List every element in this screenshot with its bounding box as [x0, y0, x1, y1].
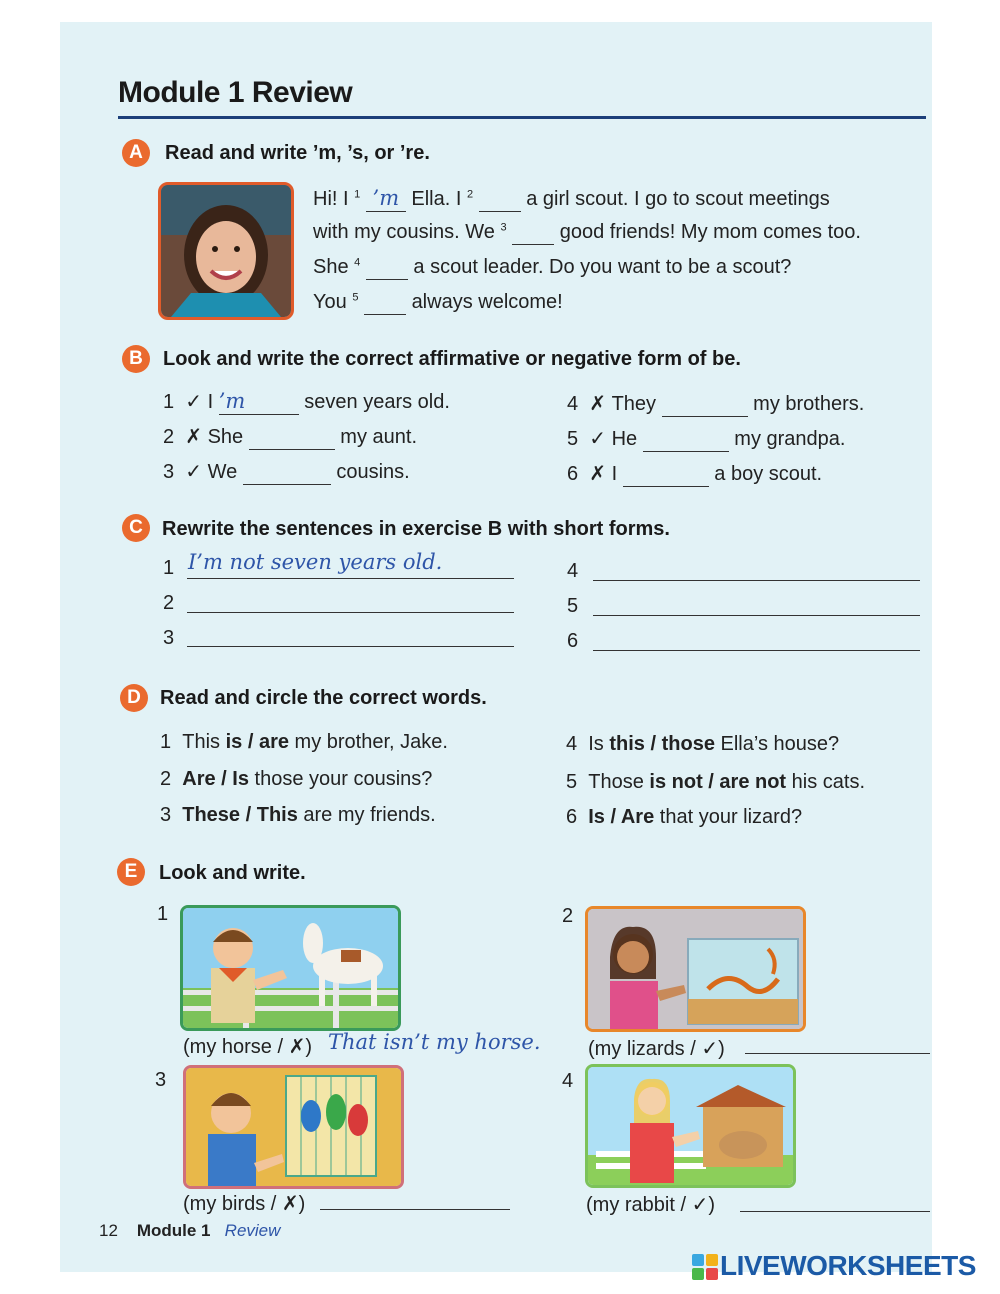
boy-birds-picture	[183, 1065, 404, 1189]
d-item-4: 4 Is this / those Ella’s house?	[566, 733, 840, 755]
ella-photo	[158, 182, 294, 320]
d-item-5: 5 Those is not / are not his cats.	[566, 771, 866, 793]
e-num-4: 4	[562, 1070, 574, 1092]
section-d-badge: D	[120, 684, 148, 712]
b-item-4: 4 ✗ They my brothers.	[567, 393, 865, 415]
liveworksheets-logo-icon	[692, 1254, 718, 1280]
c-line-1[interactable]	[187, 578, 514, 579]
d-options-6[interactable]: Is / Are	[588, 806, 655, 828]
e-cue-2: (my lizards / ✓)	[588, 1038, 725, 1060]
d-options-3[interactable]: These / This	[182, 804, 298, 826]
e-cue-4: (my rabbit / ✓)	[586, 1194, 715, 1216]
c-line-5[interactable]	[593, 615, 920, 616]
section-b-badge: B	[122, 345, 150, 373]
d-item-6: 6 Is / Are that your lizard?	[566, 806, 803, 828]
e-num-1: 1	[157, 903, 169, 925]
section-c-heading: Rewrite the sentences in exercise B with short forms.	[162, 518, 670, 540]
c-line-6[interactable]	[593, 650, 920, 651]
e-num-2: 2	[562, 905, 574, 927]
blank-a5[interactable]	[364, 291, 406, 315]
text-a-line-2: with my cousins. We $^3$ good friends! My mom comes too.	[313, 221, 861, 243]
blank-b3[interactable]	[243, 461, 331, 485]
b-item-1: 1 ✓ I ’m seven years old.	[163, 389, 450, 413]
girl-lizards-picture	[585, 906, 806, 1032]
e-answer-1: That isn’t my horse.	[328, 1030, 541, 1054]
b-item-5: 5 ✓ He my grandpa.	[567, 428, 846, 450]
blank-b5[interactable]	[643, 428, 729, 452]
footer-section: Review	[224, 1221, 281, 1240]
section-c-badge: C	[122, 514, 150, 542]
c-line-4[interactable]	[593, 580, 920, 581]
section-a-badge: A	[122, 139, 150, 167]
b-item-6: 6 ✗ I a boy scout.	[567, 463, 823, 485]
text-a-line-4: You $^5$ always welcome!	[313, 291, 563, 313]
d-item-3: 3 These / This are my friends.	[160, 804, 436, 826]
section-e-heading: Look and write.	[159, 862, 306, 884]
c-line-3[interactable]	[187, 646, 514, 647]
c-line-2[interactable]	[187, 612, 514, 613]
section-d-heading: Read and circle the correct words.	[160, 687, 487, 709]
liveworksheets-watermark[interactable]: LIVEWORKSHEETS	[720, 1250, 976, 1281]
page-footer	[99, 1221, 280, 1241]
d-item-1: 1 This is / are my brother, Jake.	[160, 731, 448, 753]
footer-module: Module 1	[136, 1221, 211, 1240]
girl-rabbit-picture	[585, 1064, 796, 1188]
blank-b1[interactable]: ’m	[219, 389, 299, 415]
e-line-2[interactable]	[745, 1053, 930, 1054]
c-num-2: 2	[163, 592, 175, 614]
d-options-5[interactable]: is not / are not	[649, 771, 787, 793]
d-item-2: 2 Are / Is those your cousins?	[160, 768, 433, 790]
section-b-heading: Look and write the correct affirmative or negative form of be.	[163, 348, 741, 370]
section-e-badge: E	[117, 858, 145, 886]
d-options-4[interactable]: this / those	[609, 733, 715, 755]
d-options-2[interactable]: Are / Is	[182, 768, 249, 790]
d-options-1[interactable]: is / are	[225, 731, 289, 753]
c-num-4: 4	[567, 560, 579, 582]
b-item-3: 3 ✓ We cousins.	[163, 461, 410, 483]
e-line-4[interactable]	[740, 1211, 930, 1212]
b-item-2: 2 ✗ She my aunt.	[163, 426, 417, 448]
c-num-1: 1	[163, 557, 175, 579]
text-a-line-1: Hi! I $^1$ ’m Ella. I $^2$ a girl scout. I go to scout meetings	[313, 186, 830, 210]
c-num-6: 6	[567, 630, 579, 652]
blank-a4[interactable]	[366, 256, 408, 280]
boy-horse-picture	[180, 905, 401, 1031]
c-answer-1: I’m not seven years old.	[188, 550, 443, 574]
title-rule	[118, 116, 926, 119]
c-num-3: 3	[163, 627, 175, 649]
c-num-5: 5	[567, 595, 579, 617]
e-line-1[interactable]	[325, 1057, 547, 1058]
page-title: Module 1 Review	[118, 76, 353, 109]
text-a-line-3: She $^4$ a scout leader. Do you want to be a scout?	[313, 256, 792, 278]
e-cue-3: (my birds / ✗)	[183, 1193, 306, 1215]
blank-a2[interactable]	[479, 188, 521, 212]
blank-b4[interactable]	[662, 393, 748, 417]
footer-page-number: 12	[99, 1221, 118, 1240]
blank-a3[interactable]	[512, 221, 554, 245]
blank-b2[interactable]	[249, 426, 335, 450]
section-a-heading: Read and write ’m, ’s, or ’re.	[165, 142, 430, 164]
e-cue-1: (my horse / ✗)	[183, 1036, 312, 1058]
e-num-3: 3	[155, 1069, 167, 1091]
e-line-3[interactable]	[320, 1209, 510, 1210]
blank-b6[interactable]	[623, 463, 709, 487]
blank-a1[interactable]: ’m	[366, 186, 406, 212]
